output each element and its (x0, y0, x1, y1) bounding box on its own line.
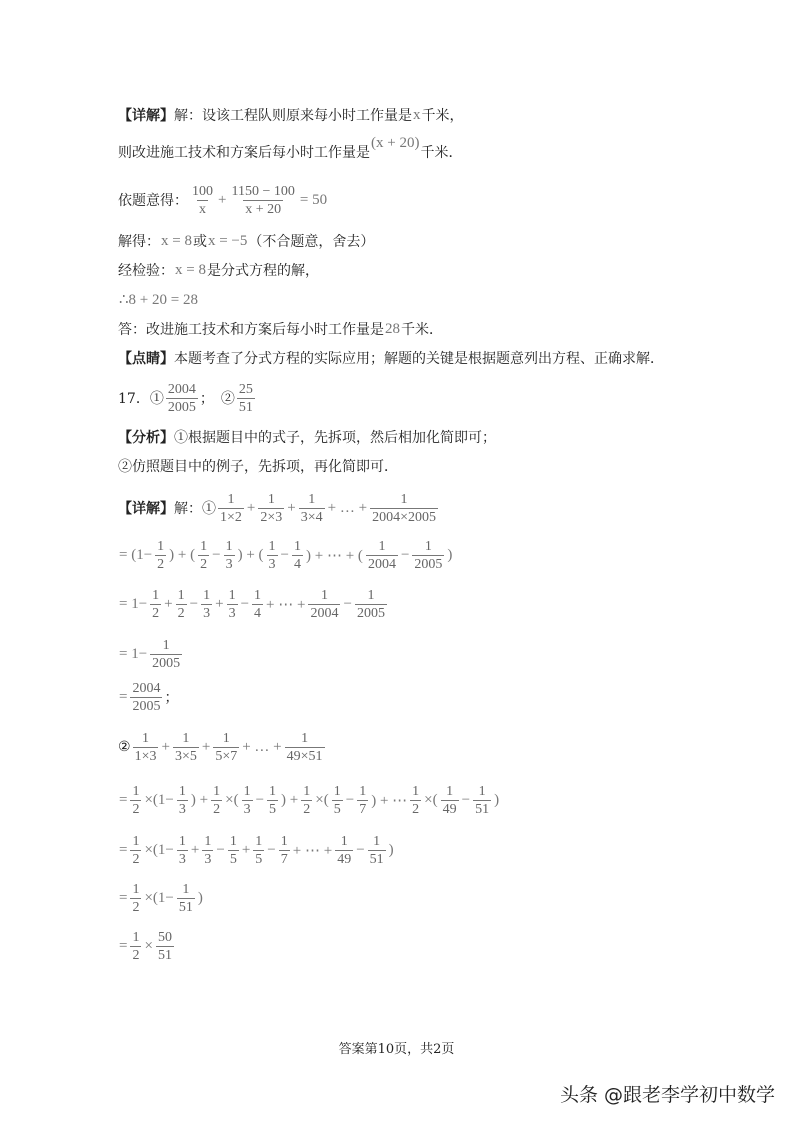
math-expression: − (343, 595, 352, 612)
section-label: 【详解】 (118, 108, 174, 124)
denominator: 3×4 (300, 509, 323, 525)
math-expression: + (287, 499, 296, 516)
text-line (118, 677, 178, 717)
text-run: 依题意得： (118, 193, 188, 209)
math-expression: − (255, 791, 265, 808)
numerator: 1 (203, 587, 211, 603)
fraction (211, 783, 222, 818)
numerator: 1 (303, 783, 311, 799)
denominator: 49×51 (286, 748, 323, 764)
fraction (150, 587, 161, 622)
math-expression: ) (388, 841, 394, 858)
numerator: 1 (333, 783, 341, 799)
numerator: 1 (132, 833, 140, 849)
fraction (228, 833, 239, 868)
math-expression: x = 8 (175, 261, 206, 278)
math-expression: ×(1− (144, 841, 174, 858)
math-expression: − (400, 546, 410, 563)
math-expression: − (267, 841, 276, 858)
numerator: 1 (132, 929, 140, 945)
numerator: 1 (254, 587, 262, 603)
fraction (166, 381, 198, 416)
math-expression: − (240, 595, 250, 612)
math-expression: x = −5 (207, 232, 248, 249)
fraction (258, 491, 284, 526)
numerator: 1 (301, 730, 309, 746)
text-line (118, 338, 664, 378)
math-expression: − (212, 546, 221, 563)
denominator: 3 (178, 851, 186, 867)
fraction (301, 783, 312, 818)
fraction (229, 183, 296, 218)
denominator: 3 (228, 605, 236, 621)
fraction (130, 680, 162, 715)
text-run: ； (164, 690, 179, 706)
fraction (308, 587, 340, 622)
math-expression: = 1− (119, 595, 148, 612)
text-line (118, 780, 500, 820)
math-expression: + (215, 595, 224, 612)
text-run: 答：改进施工技术和方案后每小时工作量是 (118, 322, 384, 338)
text-line (118, 132, 462, 172)
math-expression: x (413, 106, 421, 123)
fraction (242, 783, 253, 818)
math-expression: ) + ⋯ (371, 792, 408, 809)
math-expression: = (119, 889, 128, 906)
numerator: 1 (177, 587, 185, 603)
denominator: 3 (268, 556, 276, 572)
fraction (441, 783, 459, 818)
math-expression: ) + (190, 791, 209, 808)
text-run: 千米． (401, 322, 443, 338)
math-expression: ) + ⋯ + ( (306, 547, 363, 564)
fraction (285, 730, 325, 765)
denominator: 3×5 (174, 748, 197, 764)
denominator: 2 (132, 899, 140, 915)
text-run: ② (118, 739, 131, 755)
math-expression: × (144, 937, 153, 954)
denominator: 2×3 (260, 509, 283, 525)
math-expression: − (345, 791, 355, 808)
fraction (130, 783, 141, 818)
fraction (133, 730, 159, 765)
math-expression: + … + (327, 499, 368, 516)
math-expression: = 50 (299, 191, 328, 208)
math-expression: ) (197, 889, 203, 906)
numerator: 1 (225, 538, 233, 554)
fraction (252, 587, 263, 622)
numerator: 1 (320, 587, 328, 603)
denominator: 51 (178, 899, 193, 915)
fraction (177, 881, 195, 916)
fraction (198, 538, 209, 573)
denominator: 51 (238, 399, 253, 415)
denominator: 2005 (167, 399, 196, 415)
math-expression: + ⋯ + (292, 842, 333, 859)
numerator: 1 (367, 587, 375, 603)
math-expression: = (119, 688, 128, 705)
denominator: 1×3 (134, 748, 157, 764)
math-expression: − (356, 841, 365, 858)
fraction (332, 783, 343, 818)
denominator: 2 (152, 605, 160, 621)
math-expression: ) + ( (237, 546, 264, 563)
fraction (279, 833, 290, 868)
numerator: 1 (182, 881, 190, 897)
fraction (150, 637, 182, 672)
fraction (410, 783, 421, 818)
section-label: 【点睛】 (118, 351, 174, 367)
watermark: 头条 @跟老李学初中数学 (559, 1084, 775, 1106)
numerator: 1 (243, 783, 251, 799)
numerator: 1 (132, 783, 140, 799)
math-expression: = (119, 937, 128, 954)
denominator: 2004 (310, 605, 339, 621)
numerator: 1 (378, 538, 386, 554)
numerator: 1 (478, 783, 486, 799)
numerator: 1 (132, 881, 140, 897)
math-expression: − (280, 546, 290, 563)
numerator: 2004 (167, 381, 196, 397)
denominator: 2 (132, 851, 140, 867)
numerator: 1 (178, 833, 186, 849)
denominator: 2004×2005 (372, 509, 436, 525)
text-line (118, 180, 328, 220)
denominator: 5 (255, 851, 263, 867)
numerator: 1 (178, 783, 186, 799)
denominator: 51 (157, 947, 172, 963)
text-line (118, 535, 453, 575)
text-line (118, 95, 464, 135)
denominator: 3 (178, 801, 186, 817)
denominator: 2005 (356, 605, 385, 621)
text-run: ； ② (199, 391, 235, 407)
denominator: 5 (229, 851, 237, 867)
numerator: 2004 (132, 680, 161, 696)
numerator: 1 (373, 833, 381, 849)
text-run: 本题考查了分式方程的实际应用；解题的关键是根据题意列出方程、正确求解． (174, 351, 664, 367)
fraction (224, 538, 235, 573)
page-footer: 答案第10页，共2页 (338, 1042, 455, 1057)
numerator: 1 (308, 491, 316, 507)
math-expression: + (164, 595, 173, 612)
math-expression: + (218, 191, 227, 208)
math-expression: ) (494, 791, 500, 808)
fraction (267, 783, 278, 818)
math-expression: ) + ( (169, 546, 196, 563)
text-run: ①根据题目中的式子，先拆项，然后相加化简即可； (174, 430, 496, 446)
numerator: 1 (424, 538, 432, 554)
text-line (118, 584, 389, 624)
numerator: 1150 − 100 (231, 183, 295, 199)
denominator: 5 (333, 801, 341, 817)
fraction (176, 587, 187, 622)
denominator: 49 (337, 851, 352, 867)
math-expression: ×(1− (144, 791, 174, 808)
numerator: 1 (162, 637, 170, 653)
denominator: 51 (475, 801, 490, 817)
text-run: 经检验： (118, 263, 174, 279)
numerator: 1 (340, 833, 348, 849)
numerator: 1 (213, 783, 221, 799)
fraction (335, 833, 353, 868)
fraction (412, 538, 444, 573)
denominator: 2005 (414, 556, 443, 572)
math-expression: − (216, 841, 225, 858)
math-expression: ×( (225, 791, 239, 808)
math-expression: 28 (385, 320, 400, 337)
fraction (357, 783, 368, 818)
math-expression: + (201, 738, 211, 755)
numerator: 1 (152, 587, 160, 603)
fraction (370, 491, 438, 526)
numerator: 1 (200, 538, 208, 554)
denominator: 3 (225, 556, 233, 572)
fraction (130, 929, 141, 964)
math-expression: − (461, 791, 471, 808)
math-expression: = 1− (119, 645, 148, 662)
text-line (118, 926, 176, 966)
denominator: 49 (442, 801, 457, 817)
math-expression: + (161, 738, 170, 755)
text-run: 解：设该工程队则原来每小时工作量是 (174, 108, 412, 124)
fraction (213, 730, 239, 765)
denominator: 7 (280, 851, 288, 867)
text-line (118, 634, 184, 674)
fraction (218, 491, 244, 526)
fraction (366, 538, 398, 573)
math-expression: ×( (315, 791, 329, 808)
fraction (202, 833, 213, 868)
numerator: 1 (157, 538, 165, 554)
numerator: 100 (192, 183, 213, 199)
denominator: 51 (369, 851, 384, 867)
numerator: 1 (269, 783, 277, 799)
fraction (355, 587, 387, 622)
math-expression: + (190, 841, 200, 858)
numerator: 1 (280, 833, 288, 849)
fraction (130, 833, 141, 868)
denominator: 5×7 (215, 748, 238, 764)
fraction (227, 587, 238, 622)
math-expression: + (241, 841, 251, 858)
denominator: 2 (132, 947, 140, 963)
text-run: 则改进施工技术和方案后每小时工作量是 (118, 145, 370, 161)
denominator: 2 (412, 801, 420, 817)
fraction (473, 783, 491, 818)
numerator: 1 (227, 491, 235, 507)
denominator: 2 (157, 556, 165, 572)
text-run: ②仿照题目中的例子，先拆项，再化简即可． (118, 459, 398, 475)
numerator: 1 (359, 783, 367, 799)
math-expression: = (1− (119, 546, 153, 563)
text-run: 解：① (174, 501, 216, 517)
text-run: 千米． (420, 145, 463, 161)
denominator: x + 20 (245, 201, 282, 217)
denominator: 2 (213, 801, 221, 817)
numerator: 1 (204, 833, 212, 849)
text-line (118, 378, 257, 418)
numerator: 1 (222, 730, 230, 746)
fraction (173, 730, 199, 765)
math-expression: (x + 20) (371, 134, 420, 151)
denominator: 2004 (367, 556, 396, 572)
text-line (118, 488, 440, 528)
numerator: 1 (294, 538, 302, 554)
text-run: 解得： (118, 234, 160, 250)
fraction (237, 381, 255, 416)
denominator: 2 (132, 801, 140, 817)
denominator: 4 (294, 556, 302, 572)
denominator: 3 (204, 851, 212, 867)
fraction (299, 491, 325, 526)
fraction (155, 538, 166, 573)
math-expression: x = 8 (161, 232, 192, 249)
text-run: 或 (192, 234, 207, 250)
denominator: 1×2 (220, 509, 242, 525)
fraction (130, 881, 141, 916)
denominator: 2005 (152, 655, 181, 671)
fraction (368, 833, 386, 868)
numerator: 1 (412, 783, 420, 799)
denominator: 3 (203, 605, 211, 621)
fraction (177, 833, 188, 868)
numerator: 1 (400, 491, 408, 507)
numerator: 1 (182, 730, 190, 746)
math-expression: ) (447, 546, 453, 563)
math-expression: + ⋯ + (266, 596, 306, 613)
numerator: 1 (229, 833, 237, 849)
numerator: 25 (238, 381, 253, 397)
denominator: 2 (303, 801, 311, 817)
text-line (118, 878, 204, 918)
math-expression: + (246, 499, 256, 516)
text-line (118, 446, 398, 486)
text-run: 千米， (421, 108, 464, 124)
math-expression: ∴8 + 20 = 28 (119, 291, 198, 308)
denominator: 2005 (132, 698, 161, 714)
numerator: 50 (157, 929, 172, 945)
math-expression: = (119, 841, 128, 858)
denominator: 4 (254, 605, 262, 621)
math-expression: ×(1− (144, 889, 174, 906)
text-run: 17．① (118, 391, 164, 407)
numerator: 1 (228, 587, 236, 603)
fraction (267, 538, 278, 573)
fraction (201, 587, 212, 622)
math-expression: + … + (242, 738, 282, 755)
numerator: 1 (267, 491, 275, 507)
math-expression: ×( (424, 791, 438, 808)
text-run: 是分式方程的解， (206, 263, 319, 279)
section-label: 【分析】 (118, 430, 174, 446)
denominator: 3 (243, 801, 251, 817)
fraction (177, 783, 188, 818)
fraction (292, 538, 303, 573)
numerator: 1 (446, 783, 454, 799)
denominator: 2 (177, 605, 185, 621)
denominator: 5 (269, 801, 277, 817)
math-expression: ) + (281, 791, 299, 808)
math-expression: = (119, 791, 128, 808)
fraction (190, 183, 215, 218)
numerator: 1 (142, 730, 150, 746)
fraction (156, 929, 174, 964)
fraction (253, 833, 264, 868)
math-expression: − (189, 595, 199, 612)
text-line (118, 830, 395, 870)
denominator: 7 (359, 801, 367, 817)
denominator: x (199, 201, 206, 217)
denominator: 2 (200, 556, 208, 572)
numerator: 1 (255, 833, 263, 849)
text-run: （不合题意，舍去） (248, 234, 375, 250)
section-label: 【详解】 (118, 501, 174, 517)
text-line (118, 727, 327, 767)
numerator: 1 (268, 538, 276, 554)
